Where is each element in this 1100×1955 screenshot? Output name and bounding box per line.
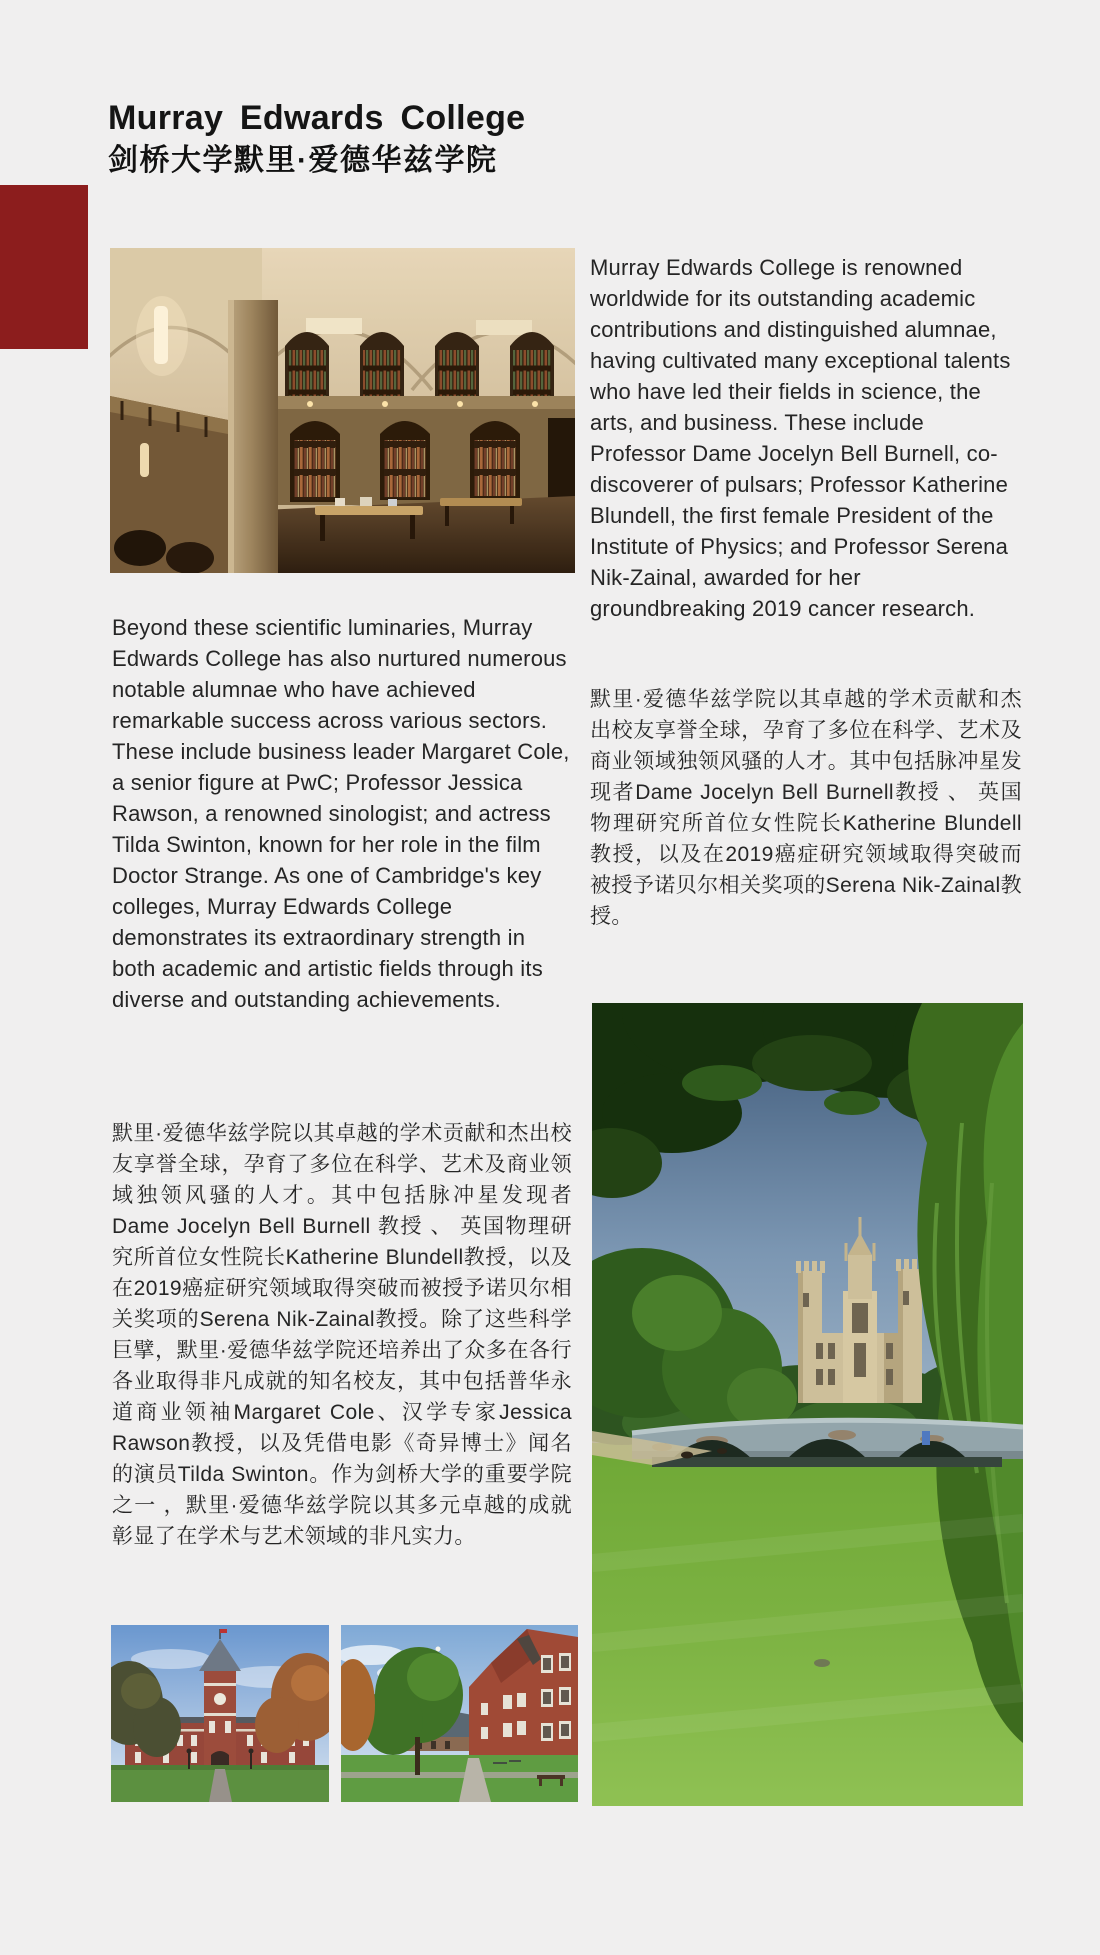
- brick-hall-illustration: [111, 1625, 329, 1802]
- page-subtitle: 剑桥大学默里·爱德华兹学院: [108, 144, 498, 177]
- brick-spire-illustration: [341, 1625, 578, 1802]
- brick-building-white-spire-photo: [341, 1625, 578, 1802]
- right-english-paragraph: Murray Edwards College is renowned worldwide for its outstanding academic contributions and distinguished alumnae, having cultivated many exceptional talents who have led their fields in science, the arts, and business. These include Professor Dame Jocelyn Bell Burnell, co-discoverer of pulsars; Professor Katherine Blundell, the first female President of the Institute of Physics; and Professor Serena Nik-Zainal, awarded for her groundbreaking 2019 cancer research.: [590, 255, 1011, 621]
- library-interior-photo: [110, 248, 575, 573]
- lawn-bridge-college-photo: [592, 1003, 1023, 1806]
- left-chinese-paragraph: 默里·爱德华兹学院以其卓越的学术贡献和杰出校友享誉全球，孕育了多位在科学、艺术及商业领域独领风骚的人才。其中包括脉冲星发现者Dame Jocelyn Bell Burnell 教授 、 英国物理研究所首位女性院长Katherine Blundell教授，以及在2019癌症研究领域取得突破而被授予诺贝尔相关奖项的Serena Nik-Zainal教授。除了这些科学巨擘，默里·爱德华兹学院还培养出了众多在各行各业取得非凡成就的知名校友，其中包括普华永道商业领袖Margaret Cole、汉学专家Jessica Rawson教授，以及凭借电影《奇异博士》闻名的演员Tilda Swinton。作为剑桥大学的重要学院之一 ，默里·爱德华兹学院以其多元卓越的成就彰显了在学术与艺术领域的非凡实力。: [112, 1122, 572, 1548]
- library-interior-illustration: [110, 248, 575, 573]
- right-chinese-paragraph: 默里·爱德华兹学院以其卓越的学术贡献和杰出校友享誉全球，孕育了多位在科学、艺术及商业领域独领风骚的人才。其中包括脉冲星发现者Dame Jocelyn Bell Burnell教授 、 英国物理研究所首位女性院长Katherine Blundell教授，以及在2019癌症研究领域取得突破而被授予诺贝尔相关奖项的Serena Nik-Zainal教授。: [590, 688, 1022, 928]
- lawn-bridge-college-illustration: [592, 1003, 1023, 1806]
- left-english-paragraph: Beyond these scientific luminaries, Murray Edwards College has also nurtured numerous notable alumnae who have achieved remarkable success across various sectors. These include business leader Margaret Cole, a senior figure at PwC; Professor Jessica Rawson, a renowned sinologist; and actress Tilda Swinton, known for her role in the film Doctor Strange. As one of Cambridge's key colleges, Murray Edwards College demonstrates its extraordinary strength in both academic and artistic fields through its diverse and outstanding achievements.: [112, 615, 570, 1012]
- page-title: Murray Edwards College: [108, 99, 526, 137]
- accent-bar: [0, 185, 88, 349]
- brick-hall-clock-tower-photo: [111, 1625, 329, 1802]
